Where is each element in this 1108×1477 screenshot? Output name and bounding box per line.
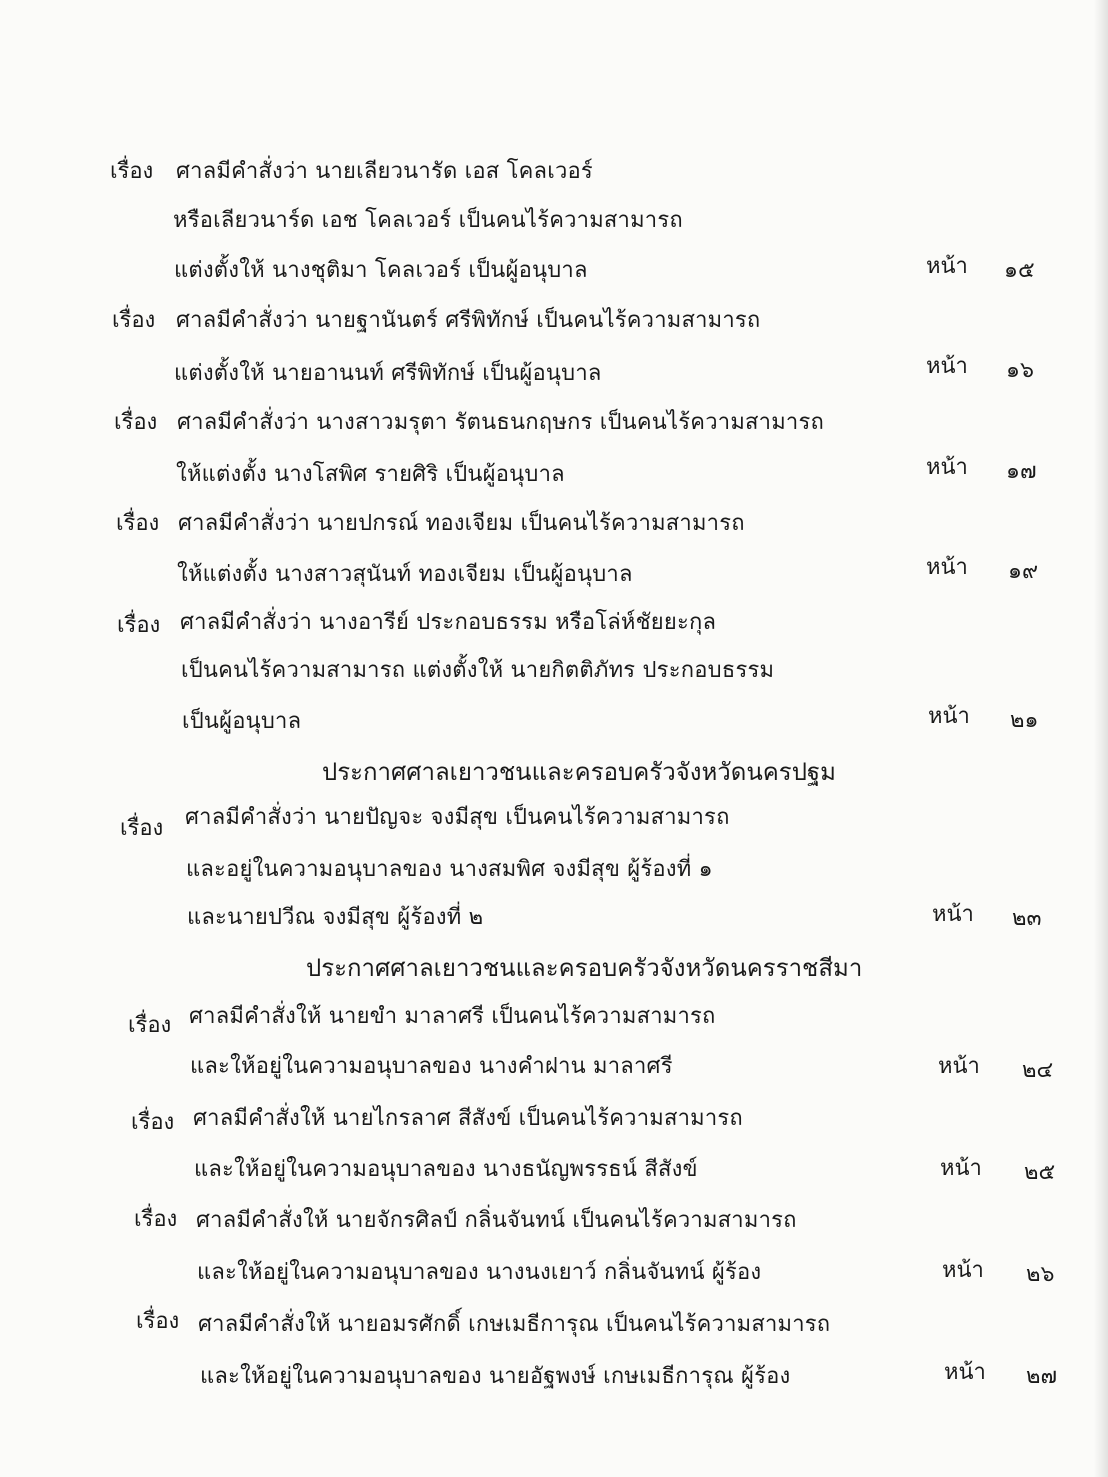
page-label: หน้า	[926, 455, 968, 480]
page-label: หน้า	[932, 902, 974, 927]
entry-line: ศาลมีคำสั่งว่า นางสาวมรุตา รัตนธนกฤษกร เป็นคนไร้ความสามารถ	[177, 410, 825, 435]
page-label: หน้า	[928, 704, 970, 729]
section-heading: ประกาศศาลเยาวชนและครอบครัวจังหวัดนครราชสีมา	[306, 954, 863, 982]
entry-line: และให้อยู่ในความอนุบาลของ นางนงเยาว์ กลิ่นจันทน์ ผู้ร้อง	[197, 1260, 762, 1285]
entry-line: และนายปวีณ จงมีสุข ผู้ร้องที่ ๒	[187, 905, 484, 930]
entry-line: และอยู่ในความอนุบาลของ นางสมพิศ จงมีสุข ผู้ร้องที่ ๑	[186, 857, 713, 882]
page-number: ๒๗	[1026, 1364, 1058, 1389]
entry-line: ศาลมีคำสั่งให้ นายจักรศิลป์ กลิ่นจันทน์ เป็นคนไร้ความสามารถ	[196, 1208, 797, 1233]
entry-line: ศาลมีคำสั่งให้ นายไกรลาศ สีสังข์ เป็นคนไร้ความสามารถ	[193, 1106, 743, 1131]
entry-line: ให้แต่งตั้ง นางสาวสุนันท์ ทองเจียม เป็นผู้อนุบาล	[177, 562, 633, 587]
page-edge-shadow	[1094, 0, 1108, 1477]
entry-line: ศาลมีคำสั่งว่า นายปกรณ์ ทองเจียม เป็นคนไร้ความสามารถ	[178, 511, 745, 536]
page-number: ๒๕	[1024, 1160, 1056, 1185]
entry-keyword: เรื่อง	[114, 410, 158, 435]
section-heading: ประกาศศาลเยาวชนและครอบครัวจังหวัดนครปฐม	[322, 758, 836, 786]
page-label: หน้า	[942, 1258, 984, 1283]
page-number: ๑๕	[1004, 258, 1035, 283]
entry-line: และให้อยู่ในความอนุบาลของ นายอัฐพงษ์ เกษเมธีการุณ ผู้ร้อง	[200, 1364, 791, 1389]
page-number: ๒๓	[1012, 906, 1042, 931]
entry-line: แต่งตั้งให้ นางชุติมา โคลเวอร์ เป็นผู้อนุบาล	[174, 258, 588, 283]
entry-keyword: เรื่อง	[134, 1207, 178, 1232]
entry-line: ศาลมีคำสั่งว่า นายปัญจะ จงมีสุข เป็นคนไร้ความสามารถ	[185, 805, 730, 830]
entry-line: ให้แต่งตั้ง นางโสพิศ รายศิริ เป็นผู้อนุบาล	[176, 462, 565, 487]
entry-line: ศาลมีคำสั่งให้ นายอมรศักดิ์ เกษเมธีการุณ เป็นคนไร้ความสามารถ	[198, 1312, 831, 1337]
page-number: ๑๖	[1006, 358, 1034, 383]
entry-line: ศาลมีคำสั่งว่า นายเลียวนารัด เอส โคลเวอร์	[176, 159, 593, 184]
entry-line: แต่งตั้งให้ นายอานนท์ ศรีพิทักษ์ เป็นผู้อนุบาล	[174, 361, 602, 386]
entry-line: และให้อยู่ในความอนุบาลของ นางคำฝาน มาลาศรี	[190, 1054, 673, 1079]
page-label: หน้า	[926, 555, 968, 580]
page-label: หน้า	[944, 1360, 986, 1385]
page-number: ๒๔	[1022, 1058, 1054, 1083]
entry-line: เป็นผู้อนุบาล	[182, 709, 302, 734]
entry-keyword: เรื่อง	[120, 816, 164, 841]
entry-keyword: เรื่อง	[131, 1110, 175, 1135]
page-number: ๑๗	[1006, 459, 1037, 484]
entry-keyword: เรื่อง	[128, 1013, 172, 1038]
entry-keyword: เรื่อง	[112, 308, 156, 333]
page-number: ๒๑	[1010, 708, 1039, 733]
entry-line: หรือเลียวนาร์ด เอช โคลเวอร์ เป็นคนไร้ความสามารถ	[173, 208, 683, 233]
entry-keyword: เรื่อง	[136, 1309, 180, 1334]
page-number: ๑๙	[1008, 559, 1039, 584]
entry-line: เป็นคนไร้ความสามารถ แต่งตั้งให้ นายกิตติภัทร ประกอบธรรม	[181, 658, 775, 683]
page-label: หน้า	[940, 1156, 982, 1181]
entry-line: ศาลมีคำสั่งให้ นายขำ มาลาศรี เป็นคนไร้ความสามารถ	[189, 1004, 716, 1029]
page-number: ๒๖	[1026, 1262, 1055, 1287]
entry-keyword: เรื่อง	[110, 159, 154, 184]
entry-line: ศาลมีคำสั่งว่า นางอารีย์ ประกอบธรรม หรือโล่ห์ชัยยะกุล	[180, 610, 717, 635]
page-label: หน้า	[926, 354, 968, 379]
page-label: หน้า	[938, 1054, 980, 1079]
entry-keyword: เรื่อง	[117, 613, 161, 638]
entry-line: ศาลมีคำสั่งว่า นายฐานันตร์ ศรีพิทักษ์ เป็นคนไร้ความสามารถ	[176, 308, 761, 333]
page-label: หน้า	[926, 254, 968, 279]
entry-line: และให้อยู่ในความอนุบาลของ นางธนัญพรรธน์ สีสังข์	[194, 1157, 698, 1182]
entry-keyword: เรื่อง	[116, 511, 160, 536]
